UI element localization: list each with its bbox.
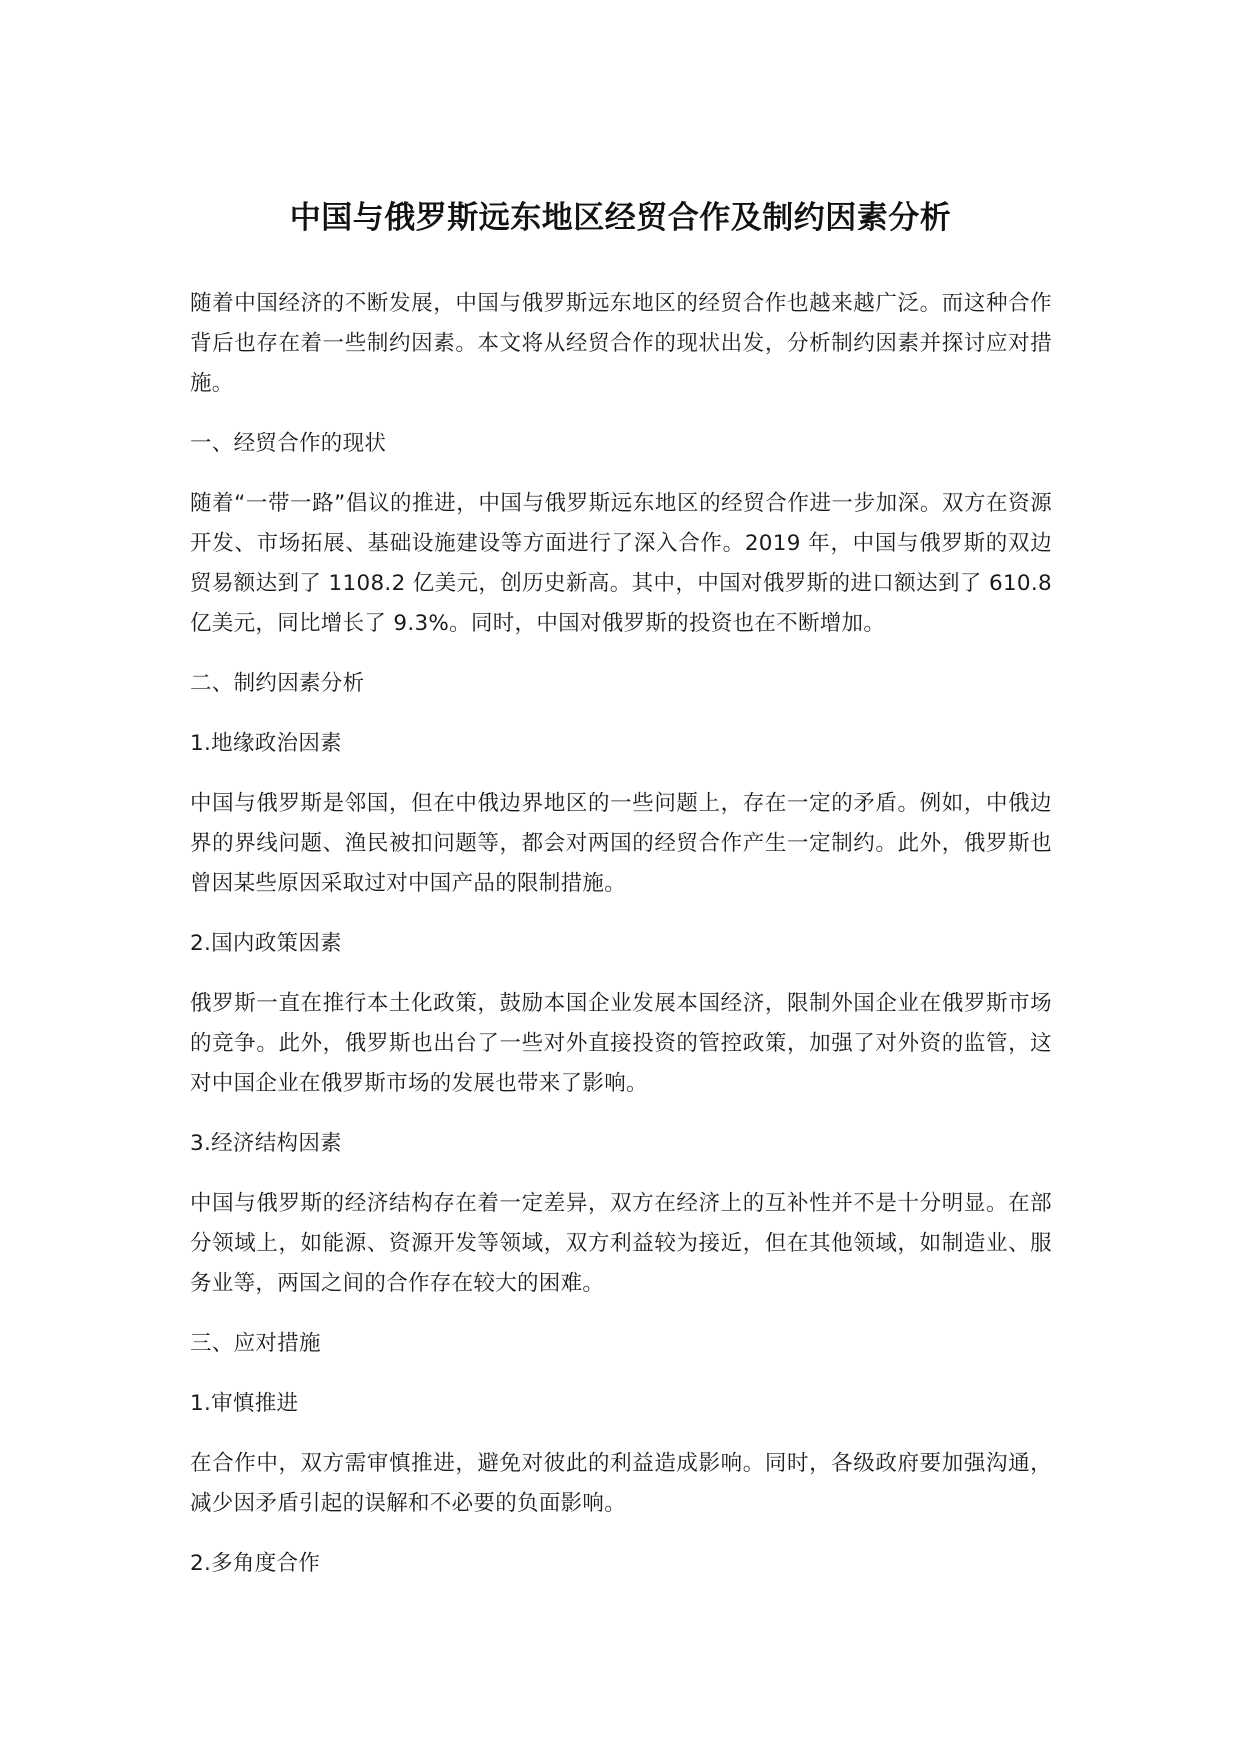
subheading-multi-angle-cooperation: 2.多角度合作 [190, 1551, 321, 1576]
status-paragraph: 随着“一带一路”倡议的推进，中国与俄罗斯远东地区的经贸合作进一步加深。双方在资源开发、市场拓展、基础设施建设等方面进行了深入合作。2019 年，中国与俄罗斯的双边贸易额达到了 1108.2 亿美元，创历史新高。其中，中国对俄罗斯的进口额达到了 610.8 亿美元，同比增长了 9.3%。同时，中国对俄罗斯的投资也在不断增加。 [190, 491, 1052, 636]
domestic-policy-paragraph: 俄罗斯一直在推行本土化政策，鼓励本国企业发展本国经济，限制外国企业在俄罗斯市场的竞争。此外，俄罗斯也出台了一些对外直接投资的管控政策，加强了对外资的监管，这对中国企业在俄罗斯市场的发展也带来了影响。 [190, 991, 1052, 1096]
document-body [190, 284, 1052, 1604]
section-heading-measures: 三、应对措施 [190, 1331, 321, 1356]
subheading-domestic-policy: 2.国内政策因素 [190, 931, 342, 956]
prudent-advance-paragraph: 在合作中，双方需审慎推进，避免对彼此的利益造成影响。同时，各级政府要加强沟通，减少因矛盾引起的误解和不必要的负面影响。 [190, 1451, 1052, 1516]
subheading-economic-structure: 3.经济结构因素 [190, 1131, 342, 1156]
geopolitics-paragraph: 中国与俄罗斯是邻国，但在中俄边界地区的一些问题上，存在一定的矛盾。例如，中俄边界的界线问题、渔民被扣问题等，都会对两国的经贸合作产生一定制约。此外，俄罗斯也曾因某些原因采取过对中国产品的限制措施。 [190, 791, 1052, 896]
document-title: 中国与俄罗斯远东地区经贸合作及制约因素分析 [289, 199, 952, 236]
section-heading-status: 一、经贸合作的现状 [190, 431, 387, 456]
economic-structure-paragraph: 中国与俄罗斯的经济结构存在着一定差异，双方在经济上的互补性并不是十分明显。在部分领域上，如能源、资源开发等领域，双方利益较为接近，但在其他领域，如制造业、服务业等，两国之间的合作存在较大的困难。 [190, 1191, 1052, 1296]
subheading-geopolitics: 1.地缘政治因素 [190, 731, 342, 756]
section-heading-constraints: 二、制约因素分析 [190, 671, 365, 696]
subheading-prudent-advance: 1.审慎推进 [190, 1391, 299, 1416]
intro-paragraph: 随着中国经济的不断发展，中国与俄罗斯远东地区的经贸合作也越来越广泛。而这种合作背后也存在着一些制约因素。本文将从经贸合作的现状出发，分析制约因素并探讨应对措施。 [190, 291, 1052, 396]
